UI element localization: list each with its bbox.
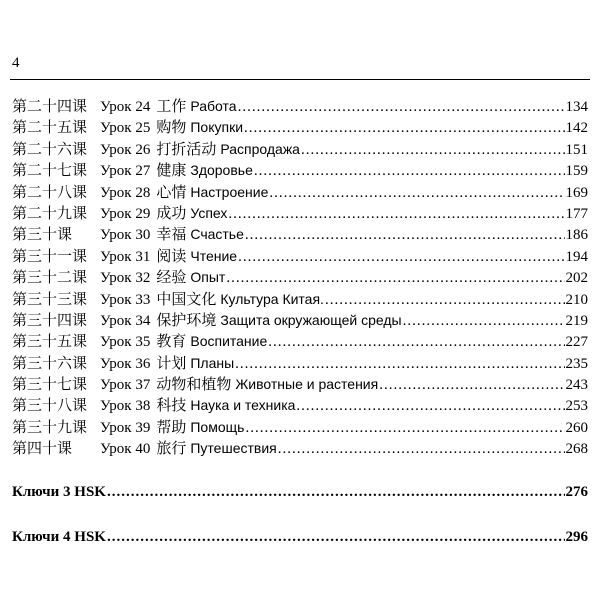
dot-leader	[245, 418, 564, 439]
cn-title: 计划	[156, 355, 187, 372]
cn-title: 打折活动	[156, 141, 217, 158]
cn-title: 帮助	[156, 419, 187, 436]
dot-leader	[301, 140, 565, 161]
dot-leader	[245, 225, 565, 246]
cn-title: 成功	[156, 205, 187, 222]
ru-title: Здоровье	[190, 162, 253, 179]
cn-lesson-number: 第四十课	[12, 441, 73, 458]
ru-title: Животные и растения	[235, 376, 379, 393]
page-reference: 260	[565, 419, 588, 436]
toc-entry-keys-hsk4[interactable]	[12, 529, 588, 546]
header-divider	[10, 79, 590, 80]
ru-title: Наука и техника	[190, 397, 296, 414]
dot-leader	[278, 439, 565, 460]
ru-title: Настроение	[190, 183, 269, 200]
toc-entry-lesson-32[interactable]	[12, 267, 588, 288]
ru-lesson-number: Урок 25	[100, 120, 151, 137]
page-reference: 194	[565, 248, 588, 265]
toc-entry-keys-hsk3[interactable]	[12, 484, 588, 501]
page-reference: 151	[565, 141, 588, 158]
ru-title: Воспитание	[190, 333, 268, 350]
dot-leader	[244, 118, 564, 139]
ru-lesson-number: Урок 26	[100, 141, 151, 158]
ru-title: Покупки	[190, 119, 244, 136]
toc-entry-lesson-38[interactable]	[12, 395, 588, 416]
ru-lesson-number: Урок 37	[100, 377, 151, 394]
ru-lesson-number: Урок 39	[100, 419, 151, 436]
ru-lesson-number: Урок 29	[100, 205, 151, 222]
dot-leader	[254, 161, 565, 182]
page-reference: 177	[565, 205, 588, 222]
page-reference: 202	[565, 270, 588, 287]
ru-lesson-number: Урок 24	[100, 99, 151, 115]
dot-leader	[403, 311, 565, 332]
ru-lesson-number: Урок 27	[100, 163, 151, 180]
keys-label: Ключи 3 HSK	[12, 484, 106, 500]
cn-title: 保护环境	[156, 312, 217, 329]
dot-leader	[228, 204, 564, 225]
cn-title: 科技	[156, 398, 187, 415]
ru-title: Чтение	[190, 247, 238, 264]
ru-lesson-number: Урок 40	[100, 441, 151, 458]
ru-lesson-number: Урок 32	[100, 270, 151, 287]
ru-title: Культура Китая.	[220, 290, 324, 307]
ru-title: Помощь	[190, 418, 245, 435]
ru-title: Путешествия	[190, 440, 277, 457]
toc-entry-lesson-39[interactable]	[12, 417, 588, 438]
dot-leader	[238, 247, 564, 268]
toc-entry-lesson-25[interactable]	[12, 117, 588, 138]
cn-lesson-number: 第三十三课	[12, 291, 88, 308]
cn-lesson-number: 第三十九课	[12, 419, 88, 436]
cn-title: 旅行	[156, 441, 187, 458]
dot-leader	[107, 529, 565, 546]
ru-lesson-number: Урок 35	[100, 334, 151, 351]
toc-entry-lesson-40[interactable]	[12, 438, 588, 459]
dot-leader	[235, 354, 564, 375]
page-reference: 227	[565, 334, 588, 351]
ru-title: Успех	[190, 204, 228, 221]
toc-entry-lesson-36[interactable]	[12, 353, 588, 374]
toc-entry-lesson-33[interactable]	[12, 289, 588, 310]
ru-lesson-number: Урок 30	[100, 227, 151, 244]
dot-leader	[269, 183, 564, 204]
ru-title: Планы	[190, 354, 235, 371]
ru-title: Работа	[190, 98, 237, 114]
page-reference: 296	[565, 529, 588, 545]
cn-title: 购物	[156, 120, 187, 137]
cn-lesson-number: 第二十八课	[12, 184, 88, 201]
page-reference: 243	[565, 377, 588, 394]
cn-lesson-number: 第三十六课	[12, 355, 88, 372]
page-reference: 219	[565, 312, 588, 329]
toc-entry-lesson-35[interactable]	[12, 331, 588, 352]
keys-label: Ключи 4 HSK	[12, 529, 106, 545]
dot-leader	[379, 375, 564, 396]
cn-lesson-number: 第二十四课	[12, 99, 88, 115]
cn-lesson-number: 第三十四课	[12, 312, 88, 329]
cn-title: 幸福	[156, 227, 187, 244]
dot-leader	[325, 290, 565, 311]
cn-lesson-number: 第二十六课	[12, 141, 88, 158]
cn-lesson-number: 第三十二课	[12, 270, 88, 287]
cn-title: 健康	[156, 163, 187, 180]
page-reference: 134	[565, 99, 588, 115]
cn-title: 中国文化	[156, 291, 217, 308]
toc-entry-lesson-29[interactable]	[12, 203, 588, 224]
dot-leader	[107, 484, 565, 501]
toc-entry-lesson-30[interactable]	[12, 224, 588, 245]
toc-entry-lesson-27[interactable]	[12, 160, 588, 181]
dot-leader	[238, 97, 565, 118]
page-reference: 169	[565, 184, 588, 201]
ru-title: Распродажа	[220, 140, 300, 157]
toc-entry-lesson-37[interactable]	[12, 374, 588, 395]
cn-lesson-number: 第二十七课	[12, 163, 88, 180]
cn-lesson-number: 第三十一课	[12, 248, 88, 265]
ru-lesson-number: Урок 28	[100, 184, 151, 201]
page-reference: 210	[565, 291, 588, 308]
page-number: 4	[12, 55, 20, 71]
cn-lesson-number: 第二十九课	[12, 205, 88, 222]
ru-lesson-number: Урок 36	[100, 355, 151, 372]
page-reference: 253	[565, 398, 588, 415]
cn-lesson-number: 第三十五课	[12, 334, 88, 351]
toc-entry-lesson-31[interactable]	[12, 246, 588, 267]
cn-title: 动物和植物	[156, 377, 232, 394]
dot-leader	[296, 396, 564, 417]
ru-title: Счастье	[190, 226, 244, 243]
page-reference: 276	[565, 484, 588, 500]
toc-entry-lesson-28[interactable]	[12, 182, 588, 203]
cn-title: 教育	[156, 334, 187, 351]
cn-lesson-number: 第二十五课	[12, 120, 88, 137]
cn-title: 经验	[156, 270, 187, 287]
page-reference: 268	[565, 441, 588, 458]
ru-title: Опыт	[190, 269, 226, 286]
page-reference: 235	[565, 355, 588, 372]
cn-title: 阅读	[156, 248, 187, 265]
dot-leader	[226, 268, 564, 289]
table-of-contents	[12, 96, 588, 460]
cn-title: 工作	[156, 99, 187, 115]
toc-entry-lesson-24[interactable]	[12, 96, 588, 117]
ru-lesson-number: Урок 31	[100, 248, 151, 265]
cn-lesson-number: 第三十课	[12, 227, 73, 244]
cn-lesson-number: 第三十七课	[12, 377, 88, 394]
cn-lesson-number: 第三十八课	[12, 398, 88, 415]
dot-leader	[268, 332, 564, 353]
toc-entry-lesson-34[interactable]	[12, 310, 588, 331]
page-reference: 186	[565, 227, 588, 244]
page-reference: 142	[565, 120, 588, 137]
ru-title: Защита окружающей среды	[220, 311, 402, 328]
ru-lesson-number: Урок 34	[100, 312, 151, 329]
ru-lesson-number: Урок 38	[100, 398, 151, 415]
ru-lesson-number: Урок 33	[100, 291, 151, 308]
toc-entry-lesson-26[interactable]	[12, 139, 588, 160]
cn-title: 心情	[156, 184, 187, 201]
page-reference: 159	[565, 163, 588, 180]
